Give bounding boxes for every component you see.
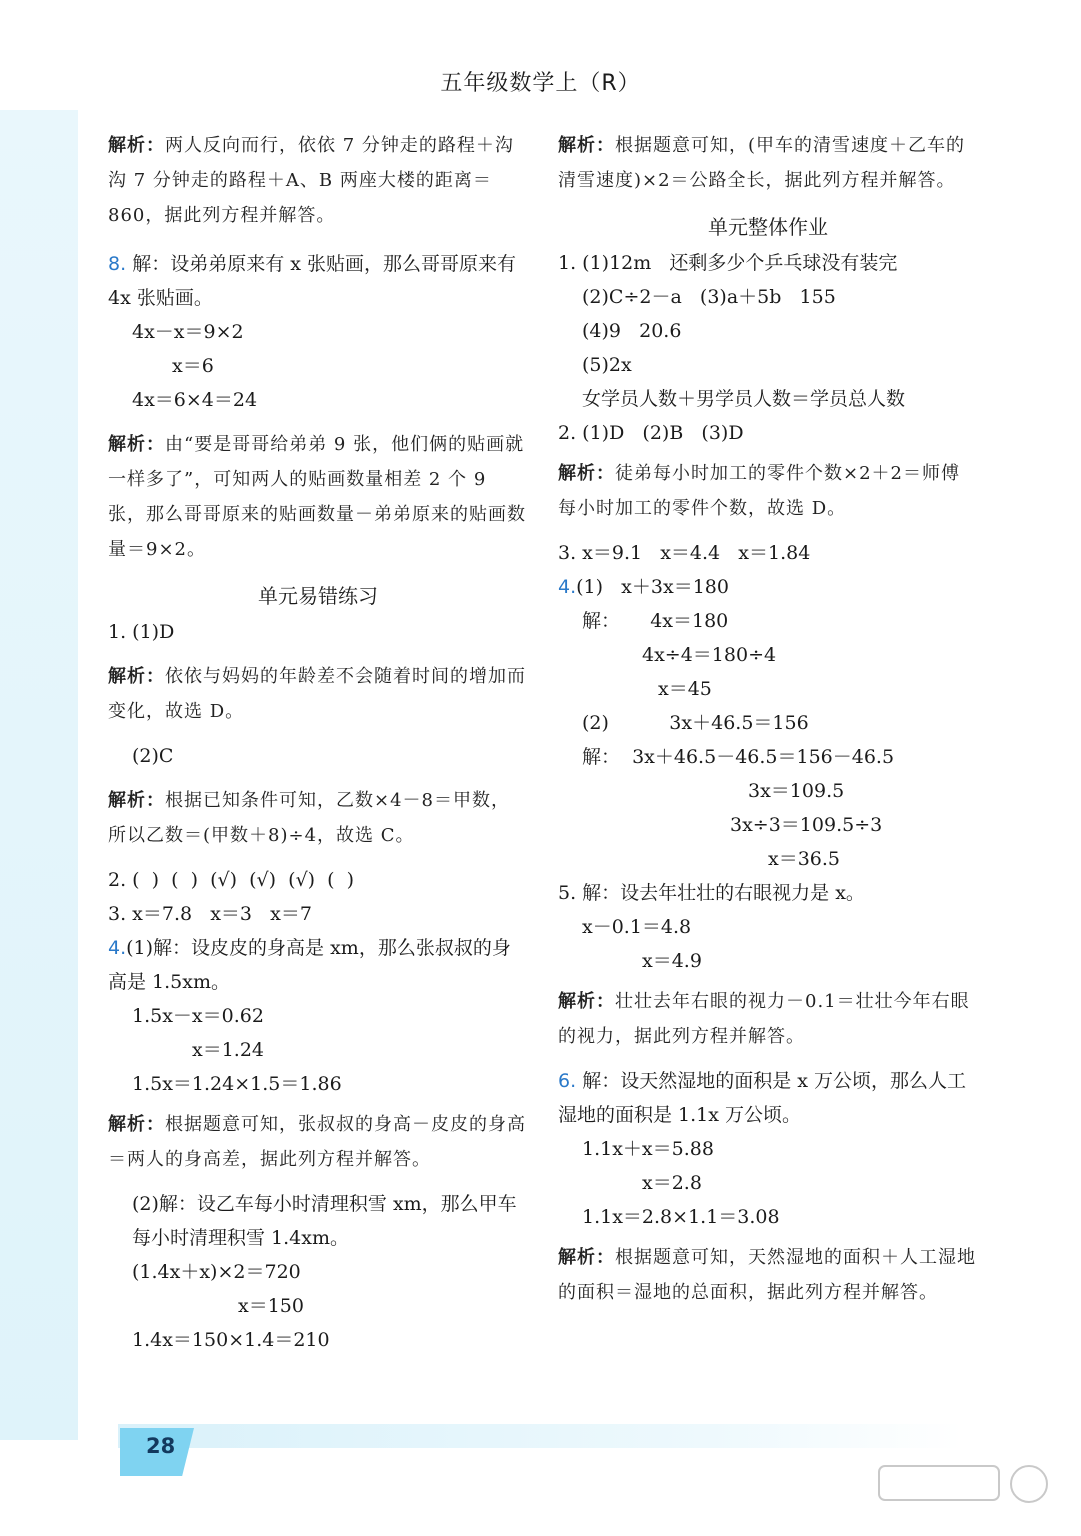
analysis-block — [558, 456, 978, 526]
analysis-label: 解析： — [108, 790, 165, 811]
equation: 4x＝6×4＝24 — [132, 389, 258, 411]
analysis-label: 解析： — [558, 463, 615, 484]
analysis-block — [558, 128, 978, 198]
analysis-text: 徒弟每小时加工的零件个数×2＋2＝师傅每小时加工的零件个数，故选 D。 — [558, 463, 960, 519]
question-text: (1)解：设皮皮的身高是 xm，那么张叔叔的身高是 1.5xm。 — [108, 937, 511, 993]
equation: 1.1x＝2.8×1.1＝3.08 — [582, 1206, 780, 1228]
answer-line: 1. (1)12m 还剩多少个乒乓球没有装完 — [558, 252, 898, 274]
equation: 解： 3x＋46.5－46.5＝156－46.5 — [582, 746, 895, 768]
answer-line: (5)2x — [582, 354, 632, 376]
section-title: 单元易错练习 — [258, 584, 378, 608]
answer-line: 5. 解：设去年壮壮的右眼视力是 x。 — [558, 882, 865, 904]
equation: x－0.1＝4.8 — [582, 916, 692, 938]
equation: (2) 3x＋46.5＝156 — [582, 712, 809, 734]
equation: 1.5x－x＝0.62 — [132, 1005, 264, 1027]
analysis-label: 解析： — [108, 666, 165, 687]
answer-line: (2)C — [132, 745, 174, 767]
analysis-block — [558, 1240, 978, 1310]
analysis-label: 解析： — [558, 1247, 615, 1268]
question-text: (2)解：设乙车每小时清理积雪 xm，那么甲车每小时清理积雪 1.4xm。 — [132, 1193, 517, 1249]
equation: 3x÷3＝109.5÷3 — [730, 814, 883, 836]
question-4 — [108, 931, 528, 999]
analysis-block — [108, 128, 528, 233]
analysis-text: 根据题意可知，(甲车的清雪速度＋乙车的清雪速度)×2＝公路全长，据此列方程并解答。 — [558, 135, 966, 191]
question-number: 8. — [108, 253, 127, 275]
analysis-text: 依依与妈妈的年龄差不会随着时间的增加而变化，故选 D。 — [108, 666, 526, 722]
analysis-block — [108, 1107, 528, 1177]
question-number: 6. — [558, 1070, 577, 1092]
page-number: 28 — [146, 1434, 176, 1458]
analysis-text: 由“要是哥哥给弟弟 9 张，他们俩的贴画就一样多了”，可知两人的贴画数量相差 2 个 9 张，那么哥哥原来的贴画数量－弟弟原来的贴画数量＝9×2。 — [108, 434, 526, 560]
answer-line: (4)9 20.6 — [582, 320, 682, 342]
question-6 — [558, 1064, 978, 1132]
analysis-label: 解析： — [108, 1114, 165, 1135]
equation: (1) x＋3x＝180 — [576, 576, 729, 598]
equation: x＝6 — [172, 355, 214, 377]
analysis-label: 解析： — [558, 135, 615, 156]
equation: 1.4x＝150×1.4＝210 — [132, 1329, 330, 1351]
analysis-label: 解析： — [558, 991, 615, 1012]
equation: 4x－x＝9×2 — [132, 321, 244, 343]
question-text: 解：设天然湿地的面积是 x 万公顷，那么人工湿地的面积是 1.1x 万公顷。 — [558, 1070, 966, 1126]
answer-line: 2. ( ) ( ) (√) (√) (√) ( ) — [108, 869, 355, 891]
right-column — [558, 128, 978, 1310]
answer-line: (2)C÷2－a (3)a＋5b 155 — [582, 286, 836, 308]
answer-line: 3. x＝9.1 x＝4.4 x＝1.84 — [558, 542, 811, 564]
question-number: 4. — [108, 937, 127, 959]
answer-line: 1. (1)D — [108, 621, 175, 643]
analysis-text: 根据题意可知，张叔叔的身高－皮皮的身高＝两人的身高差，据此列方程并解答。 — [108, 1114, 526, 1170]
question-8 — [108, 247, 528, 315]
analysis-text: 两人反向而行，依依 7 分钟走的路程＋沟沟 7 分钟走的路程＋A、B 两座大楼的距离＝860，据此列方程并解答。 — [108, 135, 514, 226]
answer-line: 2. (1)D (2)B (3)D — [558, 422, 744, 444]
equation: x＝2.8 — [642, 1172, 702, 1194]
equation: x＝1.24 — [192, 1039, 265, 1061]
question-number: 4. — [558, 576, 577, 598]
equation: x＝36.5 — [768, 848, 841, 870]
analysis-block — [108, 783, 528, 853]
analysis-label: 解析： — [108, 135, 165, 156]
left-margin-band — [0, 110, 78, 1440]
equation: (1.4x＋x)×2＝720 — [132, 1261, 301, 1283]
analysis-block — [108, 427, 528, 567]
page-header: 五年级数学上（R） — [440, 71, 641, 96]
equation: x＝150 — [238, 1295, 304, 1317]
equation: 解： 4x＝180 — [582, 610, 729, 632]
equation: 3x＝109.5 — [748, 780, 845, 802]
answer-line: 女学员人数＋男学员人数＝学员总人数 — [582, 388, 906, 410]
equation: x＝4.9 — [642, 950, 702, 972]
equation: 1.1x＋x＝5.88 — [582, 1138, 714, 1160]
analysis-block — [558, 984, 978, 1054]
analysis-block — [108, 659, 528, 729]
analysis-label: 解析： — [108, 434, 165, 455]
footer-band — [118, 1424, 963, 1448]
analysis-text: 根据题意可知，天然湿地的面积＋人工湿地的面积＝湿地的总面积，据此列方程并解答。 — [558, 1247, 976, 1303]
watermark-logo — [859, 1460, 1059, 1530]
question-text: 解：设弟弟原来有 x 张贴画，那么哥哥原来有 4x 张贴画。 — [108, 253, 516, 309]
question-4 — [558, 570, 978, 604]
section-title: 单元整体作业 — [708, 215, 828, 239]
equation: x＝45 — [658, 678, 712, 700]
analysis-text: 根据已知条件可知，乙数×4－8＝甲数，所以乙数＝(甲数＋8)÷4，故选 C。 — [108, 790, 510, 846]
equation: 1.5x＝1.24×1.5＝1.86 — [132, 1073, 342, 1095]
left-column — [108, 128, 528, 1357]
answer-line: 3. x＝7.8 x＝3 x＝7 — [108, 903, 312, 925]
equation: 4x÷4＝180÷4 — [642, 644, 777, 666]
analysis-text: 壮壮去年右眼的视力－0.1＝壮壮今年右眼的视力，据此列方程并解答。 — [558, 991, 970, 1047]
